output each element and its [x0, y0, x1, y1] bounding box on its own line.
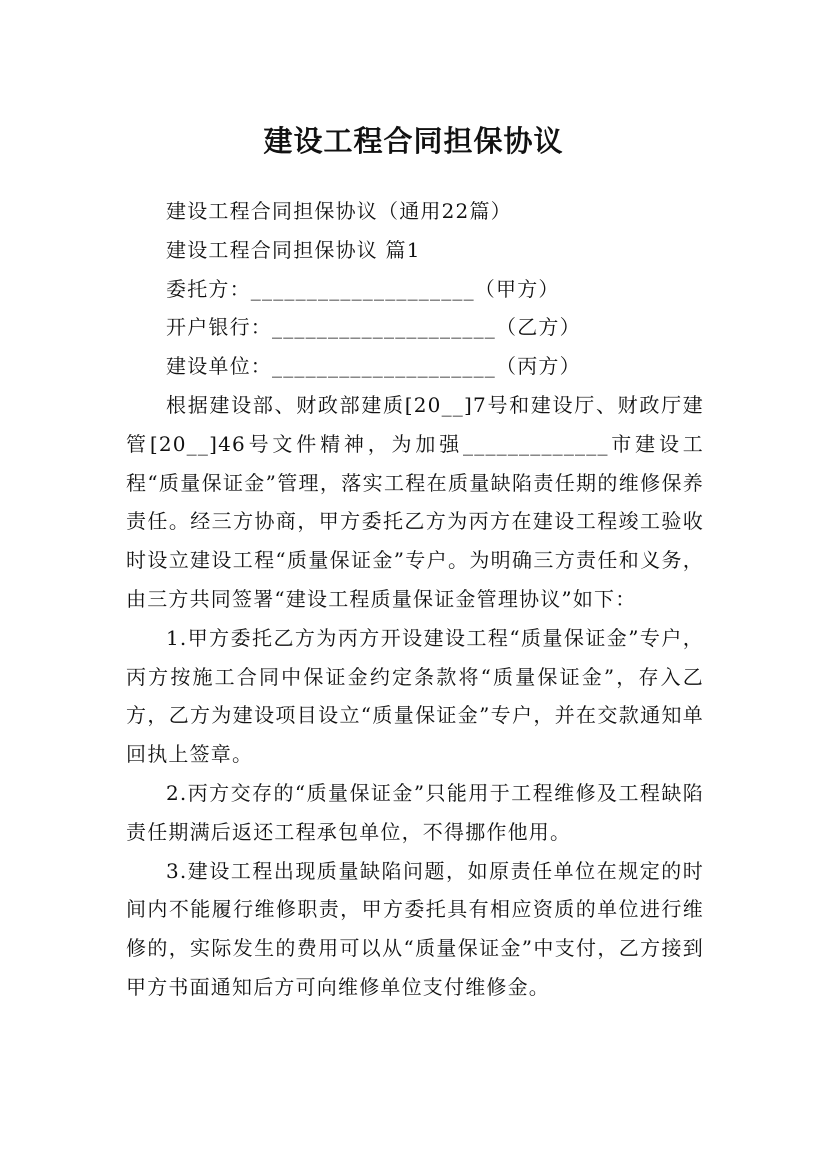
clause-3-paragraph: 3.建设工程出现质量缺陷问题，如原责任单位在规定的时间内不能履行维修职责，甲方委托具有相应资质的单位进行维修的，实际发生的费用可以从“质量保证金”中支付，乙方接到甲方书面通知后方可向维修单位支付维修金。: [126, 858, 704, 999]
party-b-line: 开户银行：____________________（乙方）: [166, 315, 581, 340]
subtitle-paragraph: 建设工程合同担保协议（通用22篇）: [166, 199, 512, 223]
clause-2-paragraph: 2.丙方交存的“质量保证金”只能用于工程维修及工程缺陷责任期满后返还工程承包单位，不得挪作他用。: [126, 780, 704, 844]
preamble-paragraph: 根据建设部、财政部建质[20__]7号和建设厅、财政厅建管[20__]46号文件精神，为加强_____________市建设工程“质量保证金”管理，落实工程在质量缺陷责任期的维修保养责任。经三方协商，甲方委托乙方为丙方在建设工程竣工验收时设立建设工程“质量保证金”专户。为明确三方责任和义务，由三方共同签署“建设工程质量保证金管理协议”如下：: [126, 392, 704, 611]
document-title: 建设工程合同担保协议: [263, 124, 564, 159]
party-a-line: 委托方：____________________（甲方）: [166, 276, 560, 301]
clause-1-paragraph: 1.甲方委托乙方为丙方开设建设工程“质量保证金”专户，丙方按施工合同中保证金约定条款将“质量保证金”，存入乙方，乙方为建设项目设立“质量保证金”专户，并在交款通知单回执上签章。: [126, 625, 704, 767]
document-body: [126, 192, 704, 1007]
party-c-line: 建设单位：____________________（丙方）: [166, 354, 581, 379]
section-heading: 建设工程合同担保协议 篇1: [166, 237, 421, 262]
